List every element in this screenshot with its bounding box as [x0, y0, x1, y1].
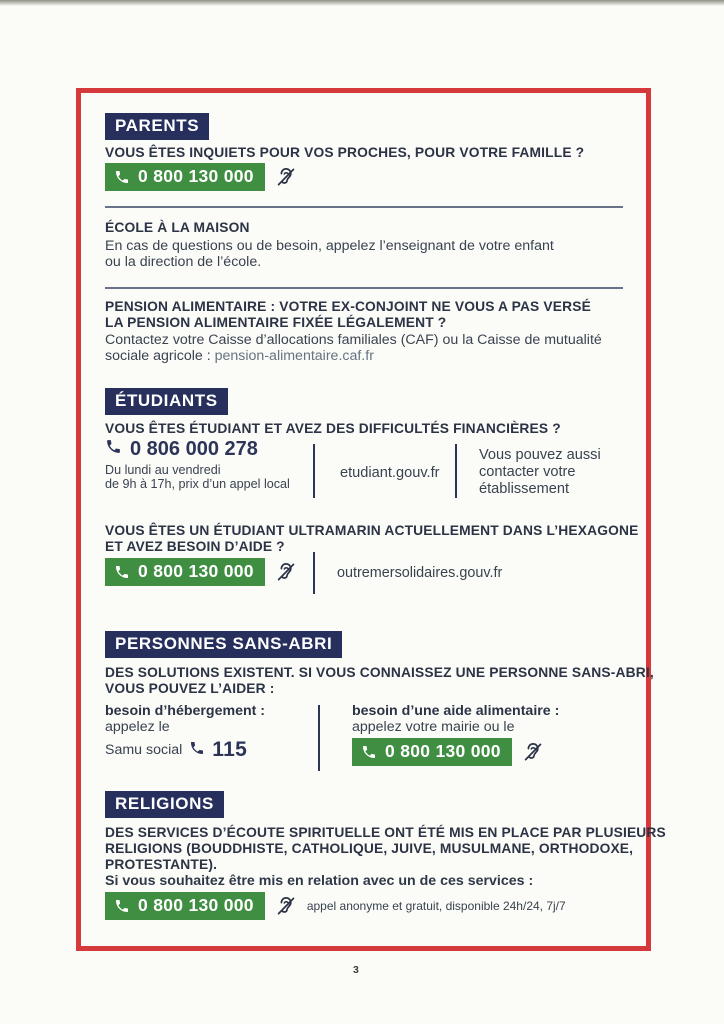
- religions-body-line: PROTESTANTE).: [105, 857, 218, 872]
- religions-cta: Si vous souhaitez être mis en relation avec un de ces services :: [105, 873, 534, 889]
- religions-note: appel anonyme et gratuit, disponible 24h/24, 7j/7: [306, 899, 566, 913]
- pension-body-prefix: sociale agricole :: [105, 348, 215, 364]
- ear-slash-icon: [274, 165, 298, 189]
- samu-label: Samu social: [105, 742, 183, 758]
- phone-number: 0 800 130 000: [138, 166, 254, 186]
- religions-body-line: RELIGIONS (BOUDDHISTE, CATHOLIQUE, JUIVE, MUSULMANE, ORTHODOXE,: [105, 841, 634, 856]
- phone-number: 0 800 130 000: [138, 895, 254, 915]
- pension-body-line: [105, 348, 374, 364]
- samu-number: 115: [212, 738, 248, 761]
- column-divider: [318, 705, 320, 771]
- phone-badge: [352, 738, 512, 766]
- parents-question: VOUS ÊTES INQUIETS POUR VOS PROCHES, POUR VOTRE FAMILLE ?: [105, 145, 585, 160]
- pension-title-line: LA PENSION ALIMENTAIRE FIXÉE LÉGALEMENT ?: [105, 315, 447, 330]
- ultramarin-question-line: VOUS ÊTES UN ÉTUDIANT ULTRAMARIN ACTUELLEMENT DANS L’HEXAGONE: [105, 523, 639, 538]
- column-divider: [313, 444, 315, 498]
- ultramarin-site: outremersolidaires.gouv.fr: [337, 565, 503, 581]
- etudiants-site: etudiant.gouv.fr: [340, 465, 440, 481]
- sans-abri-intro-line: VOUS POUVEZ L’AIDER :: [105, 681, 275, 696]
- phone-icon: [105, 438, 122, 461]
- ultramarin-question-line: ET AVEZ BESOIN D’AIDE ?: [105, 539, 285, 554]
- pension-body-line: Contactez votre Caisse d’allocations familiales (CAF) ou la Caisse de mutualité: [105, 332, 602, 348]
- etudiants-aside-line: Vous pouvez aussi: [479, 447, 601, 463]
- religions-phone-row: [105, 892, 566, 920]
- section-header-parents: PARENTS: [105, 113, 209, 140]
- pension-link: pension-alimentaire.caf.fr: [214, 348, 374, 364]
- phone-badge: [105, 892, 265, 920]
- column-divider: [455, 444, 457, 498]
- etudiants-question: VOUS ÊTES ÉTUDIANT ET AVEZ DES DIFFICULTÉS FINANCIÈRES ?: [105, 421, 561, 436]
- phone-badge: [105, 558, 265, 586]
- samu-row: [105, 738, 247, 762]
- ear-slash-icon: [521, 740, 545, 764]
- religions-body-line: DES SERVICES D’ÉCOUTE SPIRITUELLE ONT ÉTÉ MIS EN PLACE PAR PLUSIEURS: [105, 825, 666, 840]
- aide-alimentaire-sub: appelez votre mairie ou le: [352, 719, 515, 735]
- pension-title-line: PENSION ALIMENTAIRE : VOTRE EX-CONJOINT NE VOUS A PAS VERSÉ: [105, 299, 591, 314]
- separator: [105, 287, 623, 289]
- hebergement-title: besoin d’hébergement :: [105, 703, 266, 719]
- etudiants-phone-row: [105, 438, 258, 461]
- page-number: 3: [353, 964, 359, 976]
- ecole-body-line: En cas de questions ou de besoin, appelez l’enseignant de votre enfant: [105, 238, 554, 254]
- phone-icon: [114, 898, 130, 914]
- scan-edge-shadow: [0, 0, 724, 6]
- aide-alimentaire-title: besoin d’une aide alimentaire :: [352, 703, 560, 719]
- ecole-title: ÉCOLE À LA MAISON: [105, 220, 250, 235]
- etudiants-aside-line: établissement: [479, 481, 570, 497]
- ear-slash-icon: [274, 560, 298, 584]
- section-header-etudiants: ÉTUDIANTS: [105, 388, 228, 415]
- phone-badge: [105, 163, 265, 191]
- etudiants-aside-line: contacter votre: [479, 464, 576, 480]
- hebergement-sub: appelez le: [105, 719, 170, 735]
- column-divider: [313, 552, 315, 594]
- parents-phone-row: [105, 163, 298, 191]
- red-border-frame: [76, 88, 651, 951]
- phone-hours-line: de 9h à 17h, prix d’un appel local: [105, 477, 290, 491]
- section-header-sans-abri: PERSONNES SANS-ABRI: [105, 631, 342, 658]
- phone-hours-line: Du lundi au vendredi: [105, 463, 221, 477]
- ear-slash-icon: [274, 894, 298, 918]
- separator: [105, 206, 623, 208]
- phone-icon: [189, 740, 205, 760]
- sans-abri-intro-line: DES SOLUTIONS EXISTENT. SI VOUS CONNAISSEZ UNE PERSONNE SANS-ABRI,: [105, 665, 654, 680]
- phone-icon: [114, 169, 130, 185]
- aide-alimentaire-phone-row: [352, 738, 545, 766]
- section-header-religions: RELIGIONS: [105, 791, 224, 818]
- ultramarin-phone-row: [105, 558, 298, 586]
- phone-number: 0 800 130 000: [138, 561, 254, 581]
- phone-number: 0 806 000 278: [130, 438, 258, 460]
- phone-icon: [114, 564, 130, 580]
- phone-number: 0 800 130 000: [385, 741, 501, 761]
- phone-icon: [361, 744, 377, 760]
- ecole-body-line: ou la direction de l’école.: [105, 254, 262, 270]
